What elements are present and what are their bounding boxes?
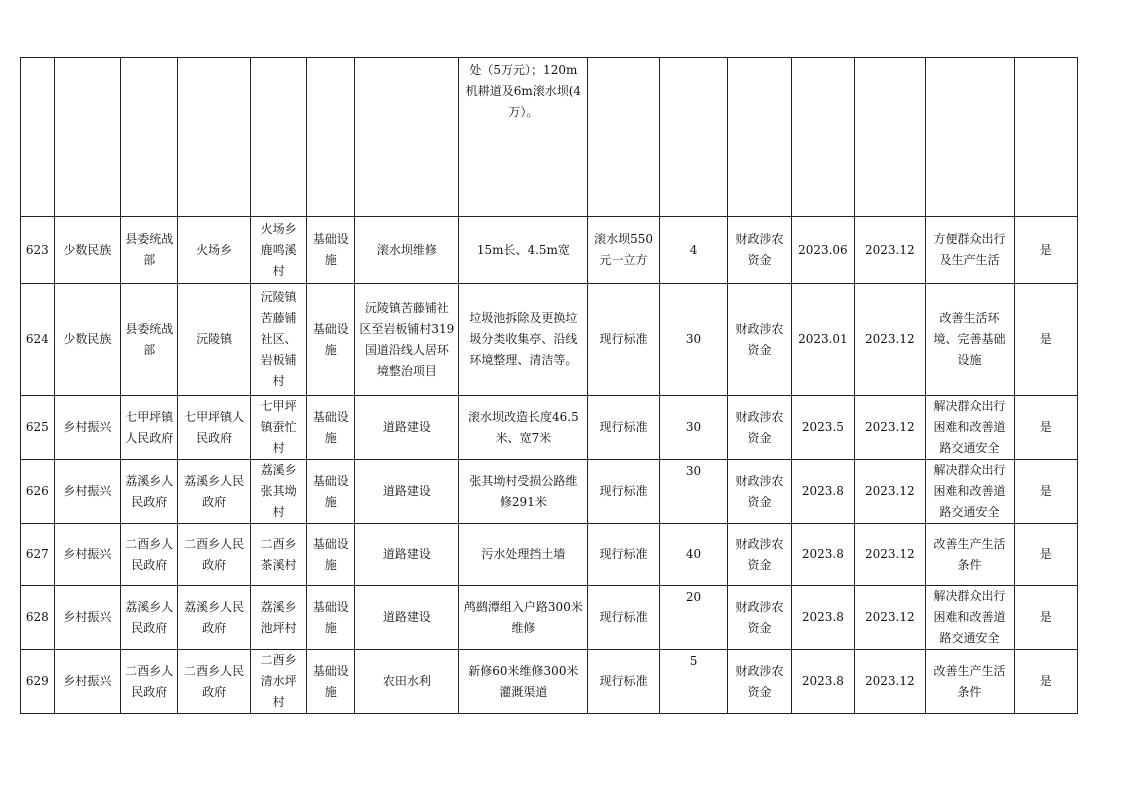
cell-category: 乡村振兴 — [54, 524, 120, 586]
cell-end: 2023.12 — [855, 650, 926, 714]
cell-town — [178, 58, 251, 217]
cell-end: 2023.12 — [855, 396, 926, 460]
cell-no: 625 — [21, 396, 55, 460]
cell-goal — [925, 58, 1014, 217]
cell-fund: 财政涉农资金 — [728, 217, 791, 284]
table-row — [21, 650, 1078, 714]
cell-start: 2023.5 — [791, 396, 854, 460]
cell-fund: 财政涉农资金 — [728, 396, 791, 460]
cell-end: 2023.12 — [855, 586, 926, 650]
cell-project: 道路建设 — [355, 524, 459, 586]
cell-town: 七甲坪镇人民政府 — [178, 396, 251, 460]
cell-end: 2023.12 — [855, 460, 926, 524]
cell-start: 2023.06 — [791, 217, 854, 284]
cell-village — [250, 58, 306, 217]
cell-content: 垃圾池拆除及更换垃圾分类收集亭、沿线环境整理、清洁等。 — [459, 284, 588, 396]
cell-village: 火场乡鹿鸣溪村 — [250, 217, 306, 284]
cell-end — [855, 58, 926, 217]
cell-no: 626 — [21, 460, 55, 524]
cell-flag: 是 — [1014, 217, 1077, 284]
cell-amount: 4 — [659, 217, 727, 284]
cell-content: 处（5万元）；120m机耕道及6m滚水坝(4万）。 — [459, 58, 588, 217]
cell-village: 荔溪乡池坪村 — [250, 586, 306, 650]
cell-fund — [728, 58, 791, 217]
cell-type — [307, 58, 355, 217]
cell-content: 滚水坝改造长度46.5米、宽7米 — [459, 396, 588, 460]
cell-dept: 县委统战部 — [121, 217, 178, 284]
amount-value: 30 — [685, 464, 702, 478]
cell-amount: 30 — [659, 396, 727, 460]
cell-flag — [1014, 58, 1077, 217]
cell-goal: 方便群众出行及生产生活 — [925, 217, 1014, 284]
cell-project: 道路建设 — [355, 586, 459, 650]
cell-category: 乡村振兴 — [54, 396, 120, 460]
cell-town: 荔溪乡人民政府 — [178, 460, 251, 524]
cell-amount — [659, 586, 727, 650]
cell-amount: 30 — [659, 284, 727, 396]
cell-fund: 财政涉农资金 — [728, 650, 791, 714]
cell-fund: 财政涉农资金 — [728, 586, 791, 650]
cell-flag: 是 — [1014, 396, 1077, 460]
cell-type: 基础设施 — [307, 460, 355, 524]
cell-flag: 是 — [1014, 460, 1077, 524]
cell-goal: 解决群众出行困难和改善道路交通安全 — [925, 396, 1014, 460]
cell-village: 荔溪乡张其坳村 — [250, 460, 306, 524]
cell-project — [355, 58, 459, 217]
cell-goal: 改善生活环境、完善基础设施 — [925, 284, 1014, 396]
cell-end: 2023.12 — [855, 284, 926, 396]
cell-village: 二酉乡茶溪村 — [250, 524, 306, 586]
cell-standard: 现行标准 — [588, 460, 660, 524]
cell-category: 乡村振兴 — [54, 460, 120, 524]
cell-amount — [659, 58, 727, 217]
table-row — [21, 524, 1078, 586]
cell-category: 少数民族 — [54, 284, 120, 396]
cell-fund: 财政涉农资金 — [728, 284, 791, 396]
cell-project: 沅陵镇苦藤铺社区至岩板铺村319国道沿线人居环境整治项目 — [355, 284, 459, 396]
cell-start — [791, 58, 854, 217]
cell-standard: 现行标准 — [588, 586, 660, 650]
cell-type: 基础设施 — [307, 396, 355, 460]
cell-village: 二酉乡清水坪村 — [250, 650, 306, 714]
cell-town: 火场乡 — [178, 217, 251, 284]
cell-no: 627 — [21, 524, 55, 586]
cell-no: 624 — [21, 284, 55, 396]
cell-standard: 现行标准 — [588, 650, 660, 714]
cell-category — [54, 58, 120, 217]
cell-start: 2023.8 — [791, 586, 854, 650]
cell-dept: 荔溪乡人民政府 — [121, 460, 178, 524]
cell-category: 乡村振兴 — [54, 650, 120, 714]
cell-amount: 40 — [659, 524, 727, 586]
table-row — [21, 586, 1078, 650]
cell-flag: 是 — [1014, 650, 1077, 714]
cell-goal: 解决群众出行困难和改善道路交通安全 — [925, 460, 1014, 524]
table-row — [21, 460, 1078, 524]
cell-start: 2023.8 — [791, 524, 854, 586]
cell-no — [21, 58, 55, 217]
cell-end: 2023.12 — [855, 524, 926, 586]
cell-content: 15m长、4.5m宽 — [459, 217, 588, 284]
cell-end: 2023.12 — [855, 217, 926, 284]
cell-dept: 二酉乡人民政府 — [121, 650, 178, 714]
cell-standard: 现行标准 — [588, 284, 660, 396]
cell-type: 基础设施 — [307, 284, 355, 396]
table-row — [21, 217, 1078, 284]
cell-village: 七甲坪镇蚕忙村 — [250, 396, 306, 460]
cell-standard: 现行标准 — [588, 524, 660, 586]
cell-content: 新修60米维修300米灌溉渠道 — [459, 650, 588, 714]
cell-project: 道路建设 — [355, 396, 459, 460]
cell-standard — [588, 58, 660, 217]
cell-town: 荔溪乡人民政府 — [178, 586, 251, 650]
cell-dept: 县委统战部 — [121, 284, 178, 396]
cell-project: 农田水利 — [355, 650, 459, 714]
amount-value: 20 — [685, 590, 702, 604]
cell-flag: 是 — [1014, 524, 1077, 586]
cell-standard: 滚水坝550元一立方 — [588, 217, 660, 284]
cell-standard: 现行标准 — [588, 396, 660, 460]
cell-no: 629 — [21, 650, 55, 714]
cell-dept: 二酉乡人民政府 — [121, 524, 178, 586]
cell-type: 基础设施 — [307, 217, 355, 284]
cell-content: 污水处理挡土墙 — [459, 524, 588, 586]
cell-type: 基础设施 — [307, 524, 355, 586]
amount-value: 5 — [689, 654, 698, 668]
cell-content: 张其坳村受损公路维修291米 — [459, 460, 588, 524]
cell-category: 少数民族 — [54, 217, 120, 284]
cell-village: 沅陵镇苦藤铺社区、岩板铺村 — [250, 284, 306, 396]
cell-dept — [121, 58, 178, 217]
cell-dept: 荔溪乡人民政府 — [121, 586, 178, 650]
table-row — [21, 396, 1078, 460]
cell-town: 二酉乡人民政府 — [178, 524, 251, 586]
table-row-continuation — [21, 58, 1078, 217]
project-table — [20, 57, 1078, 714]
cell-start: 2023.01 — [791, 284, 854, 396]
cell-goal: 改善生产生活条件 — [925, 524, 1014, 586]
cell-content: 鸬鹚潭组入户路300米维修 — [459, 586, 588, 650]
cell-amount — [659, 460, 727, 524]
cell-type: 基础设施 — [307, 650, 355, 714]
cell-amount — [659, 650, 727, 714]
cell-town: 二酉乡人民政府 — [178, 650, 251, 714]
cell-no: 628 — [21, 586, 55, 650]
cell-fund: 财政涉农资金 — [728, 524, 791, 586]
cell-project: 道路建设 — [355, 460, 459, 524]
cell-goal: 改善生产生活条件 — [925, 650, 1014, 714]
cell-dept: 七甲坪镇人民政府 — [121, 396, 178, 460]
table-body — [21, 217, 1078, 714]
cell-goal: 解决群众出行困难和改善道路交通安全 — [925, 586, 1014, 650]
cell-type: 基础设施 — [307, 586, 355, 650]
cell-fund: 财政涉农资金 — [728, 460, 791, 524]
cell-town: 沅陵镇 — [178, 284, 251, 396]
cell-no: 623 — [21, 217, 55, 284]
cell-flag: 是 — [1014, 586, 1077, 650]
cell-start: 2023.8 — [791, 460, 854, 524]
table-row — [21, 284, 1078, 396]
cell-category: 乡村振兴 — [54, 586, 120, 650]
cell-project: 滚水坝维修 — [355, 217, 459, 284]
cell-start: 2023.8 — [791, 650, 854, 714]
cell-flag: 是 — [1014, 284, 1077, 396]
